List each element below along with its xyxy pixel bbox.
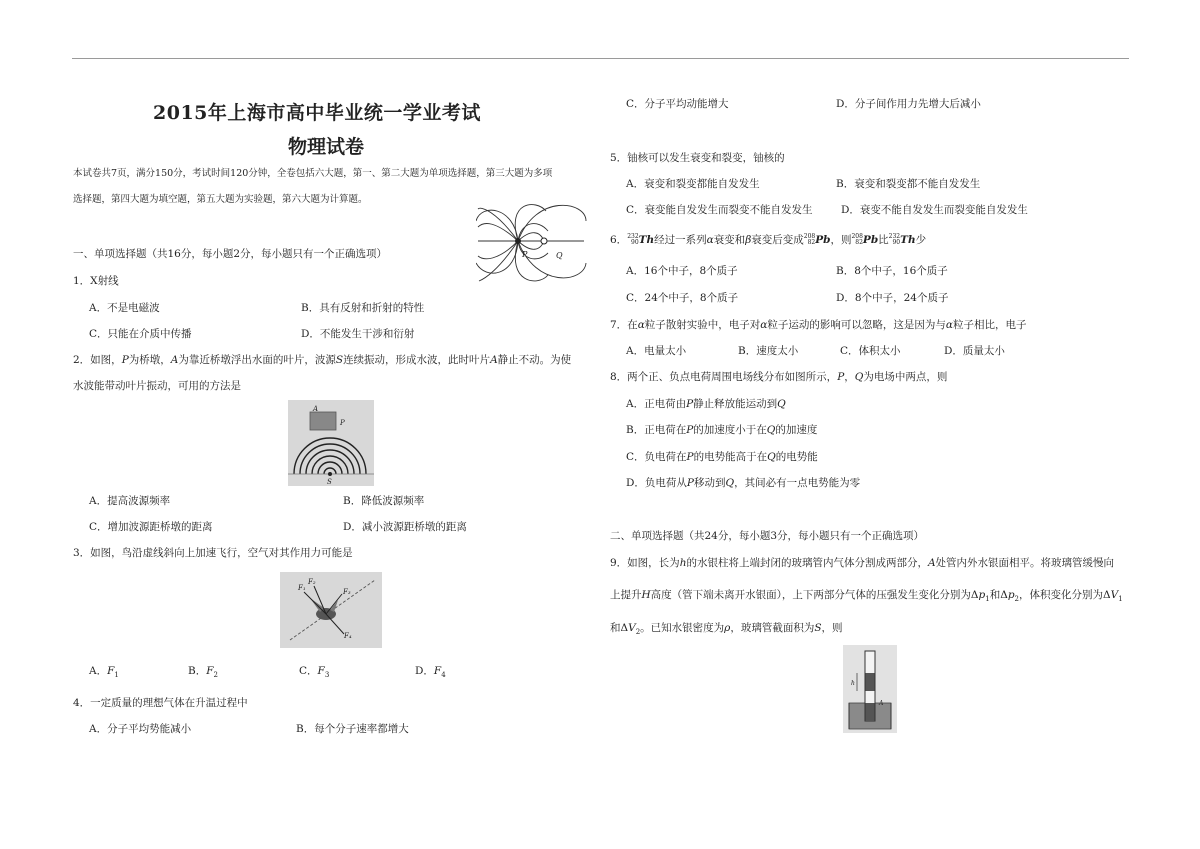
svg-text:h: h — [851, 680, 855, 687]
q8-option-d: D．负电荷从P移动到Q，其间必有一点电势能为零 — [626, 477, 861, 489]
q8-option-a: A．正电荷由P静止释放能运动到Q — [626, 398, 786, 410]
q8-option-c: C．负电荷在P的电势能高于在Q的电势能 — [626, 451, 818, 463]
q4-option-d: D．分子间作用力先增大后减小 — [836, 98, 981, 110]
q1-option-b: B．具有反射和折射的特性 — [301, 302, 425, 314]
q1-option-a: A．不是电磁波 — [89, 302, 160, 314]
intro-line-2: 选择题，第四大题为填空题，第五大题为实验题，第六大题为计算题。 — [73, 194, 368, 205]
mercury-tube-figure — [843, 645, 897, 733]
q6-stem: 6．232 90Th经过一系列α衰变和β衰变后变成208 82Pb，则208 82Pb比232 90Th少 — [610, 233, 927, 246]
q3-stem: 3．如图，鸟沿虚线斜向上加速飞行，空气对其作用力可能是 — [73, 547, 353, 559]
q2-option-c: C．增加波源距桥墩的距离 — [89, 521, 213, 533]
q2-option-d: D．减小波源距桥墩的距离 — [343, 521, 467, 533]
section1-heading: 一、单项选择题（共16分，每小题2分，每小题只有一个正确选项） — [73, 248, 388, 260]
q5-option-d: D．衰变不能自发发生而裂变能自发发生 — [841, 204, 1028, 216]
q7-option-c: C．体积太小 — [840, 345, 901, 357]
q5-stem: 5．铀核可以发生衰变和裂变，铀核的 — [610, 152, 785, 164]
q7-option-b: B．速度太小 — [738, 345, 799, 357]
fig-label-q: Q — [556, 251, 563, 260]
header-rule — [72, 58, 1129, 59]
q1-option-c: C．只能在介质中传播 — [89, 328, 192, 340]
q4-option-b: B．每个分子速率都增大 — [296, 723, 409, 735]
q3-option-d: D．$F_4$ — [415, 665, 446, 680]
q4-option-a: A．分子平均势能减小 — [89, 723, 192, 735]
section2-heading: 二、单项选择题（共24分，每小题3分，每小题只有一个正确选项） — [610, 530, 925, 542]
svg-text:F₂: F₂ — [308, 578, 316, 586]
bird-force-figure — [280, 572, 382, 648]
q3-option-b: B．$F_2$ — [188, 665, 218, 680]
q2-option-a: A．提高波源频率 — [89, 495, 171, 507]
svg-text:A: A — [879, 700, 884, 707]
q8-option-b: B．正电荷在P的加速度小于在Q的加速度 — [626, 424, 818, 436]
q9-line3: 和$\Delta V_2$。已知水银密度为ρ，玻璃管截面积为S，则 — [610, 622, 843, 637]
q2-option-b: B．降低波源频率 — [343, 495, 425, 507]
q6-option-a: A．16个中子，8个质子 — [626, 265, 738, 277]
q6-option-b: B．8个中子，16个质子 — [836, 265, 948, 277]
svg-text:F₃: F₃ — [343, 588, 351, 596]
q2-stem-line2: 水波能带动叶片振动，可用的方法是 — [73, 380, 241, 392]
q6-option-c: C．24个中子，8个质子 — [626, 292, 739, 304]
fig-label-p: P — [340, 419, 345, 427]
fig-label-s: S — [327, 478, 332, 486]
q5-option-b: B．衰变和裂变都不能自发发生 — [836, 178, 981, 190]
water-wave-figure — [288, 400, 374, 486]
page-title: 2015年上海市高中毕业统一学业考试 — [153, 102, 481, 124]
q9-line1: 9．如图，长为h的水银柱将上端封闭的玻璃管内气体分割成两部分，A处管内外水银面相平。将玻璃管缓慢向 — [610, 557, 1115, 569]
q6-option-d: D．8个中子，24个质子 — [836, 292, 949, 304]
q1-option-d: D．不能发生干涉和衍射 — [301, 328, 415, 340]
q7-option-a: A．电量太小 — [626, 345, 687, 357]
q2-stem-line1: 2．如图，P为桥墩，A为靠近桥墩浮出水面的叶片，波源S连续振动，形成水波，此时叶片A静止不动。为使 — [73, 354, 572, 366]
q1-stem: 1．X射线 — [73, 275, 119, 287]
q3-option-a: A．$F_1$ — [89, 665, 119, 680]
q4-stem: 4．一定质量的理想气体在升温过程中 — [73, 697, 248, 709]
fig-label-a: A — [313, 405, 319, 413]
intro-line-1: 本试卷共7页，满分150分，考试时间120分钟，全卷包括六大题，第一、第二大题为单项选择题，第三大题为多项 — [73, 168, 553, 179]
q7-option-d: D．质量太小 — [944, 345, 1005, 357]
q5-option-a: A．衰变和裂变都能自发发生 — [626, 178, 760, 190]
q8-stem: 8．两个正、负点电荷周围电场线分布如图所示，P，Q为电场中两点，则 — [610, 371, 948, 383]
q4-option-c: C．分子平均动能增大 — [626, 98, 729, 110]
q3-option-c: C．$F_3$ — [299, 665, 330, 680]
svg-text:F₄: F₄ — [344, 632, 352, 640]
electric-field-figure — [476, 201, 588, 287]
page-subtitle: 物理试卷 — [288, 136, 365, 158]
q7-stem: 7．在α粒子散射实验中，电子对α粒子运动的影响可以忽略，这是因为与α粒子相比，电子 — [610, 319, 1027, 331]
fig-label-p: P — [522, 250, 528, 259]
q9-line2: 上提升H高度（管下端未离开水银面），上下两部分气体的压强发生变化分别为$\Delta p_1$和$\Delta p_2$，体积变化分别为$\Delta V_1$ — [610, 589, 1123, 604]
q5-option-c: C．衰变能自发发生而裂变不能自发发生 — [626, 204, 813, 216]
svg-text:F₁: F₁ — [298, 584, 306, 592]
